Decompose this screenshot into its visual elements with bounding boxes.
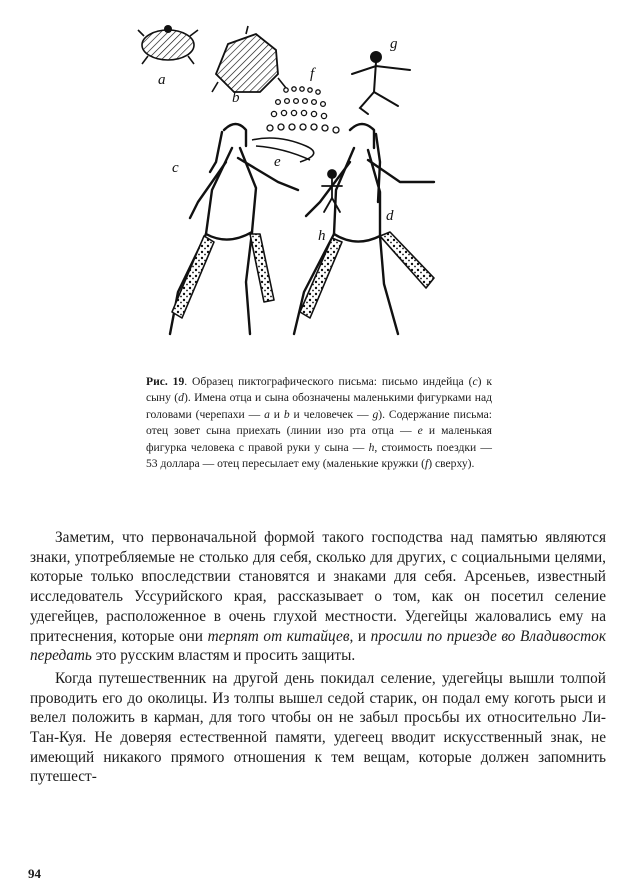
page-number: 94: [28, 866, 41, 881]
figure-letter-f: f: [310, 66, 315, 82]
figure-letter-e: e: [274, 154, 281, 170]
body-text: [30, 528, 606, 787]
caption-text: ) к сыну (: [146, 375, 492, 405]
paragraph-1: [30, 528, 606, 666]
caption-letter: d: [178, 391, 184, 405]
figure-label: Рис. 19: [146, 375, 185, 388]
figure-letter-b: b: [232, 90, 240, 106]
turtle-a-icon: [138, 25, 198, 64]
caption-text: ). Содержание письма: отец зовет сына приехать (линии изо рта отца —: [146, 407, 492, 438]
caption-text: ). Имена отца и сына обозначены маленькими фигурками над головами (черепахи —: [146, 391, 492, 421]
caption-letter: h: [368, 440, 375, 454]
pictographic-letter-figure: [128, 22, 478, 372]
figure-letter-a: a: [158, 72, 166, 88]
caption-letter: a: [264, 407, 270, 421]
paragraph-text: это русским властям и просить защиты.: [91, 647, 356, 665]
caption-letter: g: [372, 407, 379, 421]
small-man-g-icon: [352, 52, 410, 114]
figure-drawing: [128, 22, 478, 372]
figure-letter-d: d: [386, 208, 394, 224]
figure-letter-c: c: [172, 160, 179, 176]
caption-text: . Образец пиктографического письма: письмо индейца (: [184, 375, 473, 388]
caption-letter: b: [283, 407, 290, 421]
figure-letter-g: g: [390, 36, 398, 52]
emphasis-text: терпят от китайцев,: [207, 627, 354, 645]
caption-letter: e: [417, 424, 423, 438]
caption-letter: c: [472, 375, 478, 388]
figure-caption: [146, 374, 492, 472]
turtle-b-icon: [212, 26, 286, 92]
caption-text: , стоимость поездки — 53 доллара — отец пересылает ему (маленькие кружки (: [146, 440, 492, 471]
paragraph-text: Заметим, что первоначальной формой такого господства над памятью являются знаки, употребляемые не столько для себя, сколько для других, с социальными целями, которые только впоследствии становятся и знаками для себя. Арсеньев, известный исследователь Уссурийского края, рассказывает о том, как он посетил селение удегейцев, расположенное в очень глухой местности. Удегейцы жаловались ему на притеснения, которые они: [30, 529, 606, 645]
caption-letter: f: [424, 457, 429, 471]
caption-text: и маленькая фигурка человека с правой руки у сына —: [146, 424, 492, 454]
caption-text: и: [269, 407, 284, 421]
emphasis-text: просили по приезде во Владивосток передать: [30, 627, 606, 665]
money-circles-f-icon: [267, 87, 339, 133]
paragraph-2: Когда путешественник на другой день покидал селение, удегейцы вышли толпой проводить его до околицы. Из толпы вышел седой старик, он подал ему коготь рыси и велел положить в карман, для того чтобы он не забыл просьбы их относительно Ли-Тан-Куя. Не доверяя естественной памяти, удегеец вводит искусственный знак, не имеющий никакого прямого отношения к тем вещам, которые должен запомнить путешест-: [30, 669, 606, 786]
caption-text: ) сверху).: [428, 457, 475, 471]
figure-letter-h: h: [318, 228, 326, 244]
son-d-icon: [294, 124, 434, 334]
paragraph-text: и: [353, 627, 371, 645]
caption-text: и человечек —: [289, 407, 373, 421]
speech-lines-e-icon: [252, 138, 314, 162]
